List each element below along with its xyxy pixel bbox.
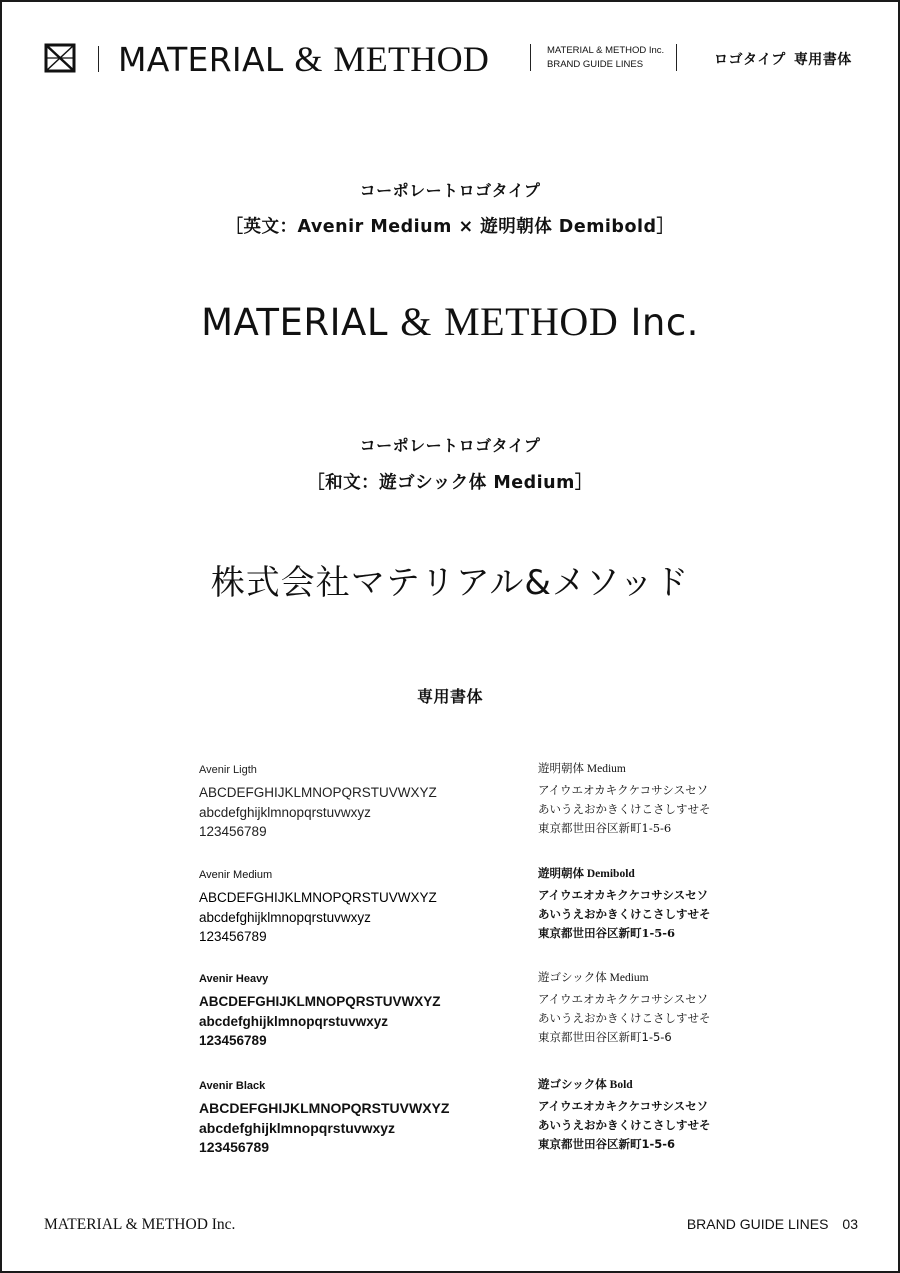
header-section-title [714, 49, 852, 69]
specimen-name: 遊ゴシック体 Bold [538, 1079, 633, 1091]
specimen-address: 東京都世田谷区新町1-5-6 [538, 1030, 672, 1044]
specimen-uppercase: ABCDEFGHIJKLMNOPQRSTUVWXYZ [199, 890, 437, 905]
specimen-katakana: アイウエオカキクケコサシスセソ [538, 1099, 709, 1113]
specimen-yu-mincho-demibold [538, 867, 711, 943]
specimen-katakana: アイウエオカキクケコサシスセソ [538, 992, 709, 1006]
japanese-logotype-sample: 株式会社マテリアル&メソッド [210, 563, 690, 603]
specimen-name: 遊明朝体 Medium [538, 763, 626, 775]
typefaces-heading: 専用書体 [416, 687, 483, 706]
english-logotype-amp: & [400, 299, 432, 344]
specimen-katakana: アイウエオカキクケコサシスセソ [538, 888, 709, 902]
specimen-name: Avenir Black [199, 1080, 266, 1092]
specimen-hiragana: あいうえおかきくけこさしすせそ [538, 802, 711, 816]
english-logotype-inc: Inc. [630, 301, 699, 344]
english-logotype-serif: METHOD [444, 299, 619, 344]
specimen-name: Avenir Ligth [199, 764, 257, 776]
header-doc-info [547, 44, 664, 72]
specimen-name: 遊明朝体 Demibold [538, 868, 635, 880]
page-number: 03 [842, 1216, 858, 1232]
specimen-name: Avenir Heavy [199, 973, 269, 985]
footer-guide-title: BRAND GUIDE LINES [686, 1216, 829, 1232]
specimen-address: 東京都世田谷区新町1-5-6 [538, 821, 672, 835]
specimen-lowercase: abcdefghijklmnopqrstuvwxyz [199, 1119, 396, 1136]
english-logotype-sans: MATERIAL [201, 301, 388, 344]
footer-company: MATERIAL & METHOD Inc. [44, 1216, 236, 1233]
specimen-hiragana: あいうえおかきくけこさしすせそ [538, 1118, 711, 1132]
specimen-lowercase: abcdefghijklmnopqrstuvwxyz [199, 804, 371, 820]
english-logotype-spec: ［英文：Avenir Medium × 遊明朝体 Demibold］ [225, 217, 675, 237]
specimen-lowercase: abcdefghijklmnopqrstuvwxyz [199, 1013, 389, 1029]
japanese-logotype-heading: コーポレートロゴタイプ [359, 436, 541, 455]
header-divider [676, 44, 677, 71]
header-divider [98, 46, 99, 72]
footer-guide-info [687, 1216, 858, 1232]
material-method-logo-icon [44, 43, 76, 73]
specimen-digits: 123456789 [199, 1033, 267, 1048]
brand-wordmark [118, 38, 489, 80]
specimen-yu-gothic-bold [538, 1078, 711, 1154]
english-logotype-sample [2, 298, 898, 345]
japanese-logotype-spec: ［和文：遊ゴシック体 Medium］ [307, 473, 593, 493]
header-company-line: MATERIAL & METHOD Inc. [547, 45, 665, 56]
specimen-avenir-black [199, 1079, 449, 1158]
brand-wordmark-amp: & [294, 39, 323, 79]
specimen-hiragana: あいうえおかきくけこさしすせそ [538, 907, 711, 921]
specimen-name: 遊ゴシック体 Medium [538, 972, 649, 984]
specimen-digits: 123456789 [199, 929, 267, 944]
english-logotype-heading: コーポレートロゴタイプ [359, 181, 541, 200]
header-section-sub: 専用書体 [793, 52, 852, 68]
brand-wordmark-serif: METHOD [333, 39, 490, 79]
specimen-avenir-medium [199, 868, 437, 947]
header-section-label: ロゴタイプ [714, 52, 786, 68]
header-divider [530, 44, 531, 71]
specimen-hiragana: あいうえおかきくけこさしすせそ [538, 1011, 711, 1025]
specimen-digits: 123456789 [199, 824, 267, 839]
specimen-avenir-light [199, 763, 437, 842]
specimen-uppercase: ABCDEFGHIJKLMNOPQRSTUVWXYZ [199, 785, 437, 800]
specimen-avenir-heavy [199, 972, 441, 1051]
header-guide-line: BRAND GUIDE LINES [547, 59, 644, 70]
specimen-digits: 123456789 [199, 1139, 270, 1155]
specimen-yu-gothic-medium [538, 971, 711, 1047]
specimen-katakana: アイウエオカキクケコサシスセソ [538, 783, 709, 797]
specimen-uppercase: ABCDEFGHIJKLMNOPQRSTUVWXYZ [199, 1100, 450, 1116]
specimen-address: 東京都世田谷区新町1-5-6 [538, 1137, 676, 1151]
specimen-lowercase: abcdefghijklmnopqrstuvwxyz [199, 909, 371, 925]
specimen-yu-mincho-medium [538, 762, 711, 838]
specimen-uppercase: ABCDEFGHIJKLMNOPQRSTUVWXYZ [199, 994, 441, 1009]
specimen-name: Avenir Medium [199, 869, 273, 881]
specimen-address: 東京都世田谷区新町1-5-6 [538, 926, 676, 940]
brand-wordmark-sans: MATERIAL [118, 40, 284, 79]
